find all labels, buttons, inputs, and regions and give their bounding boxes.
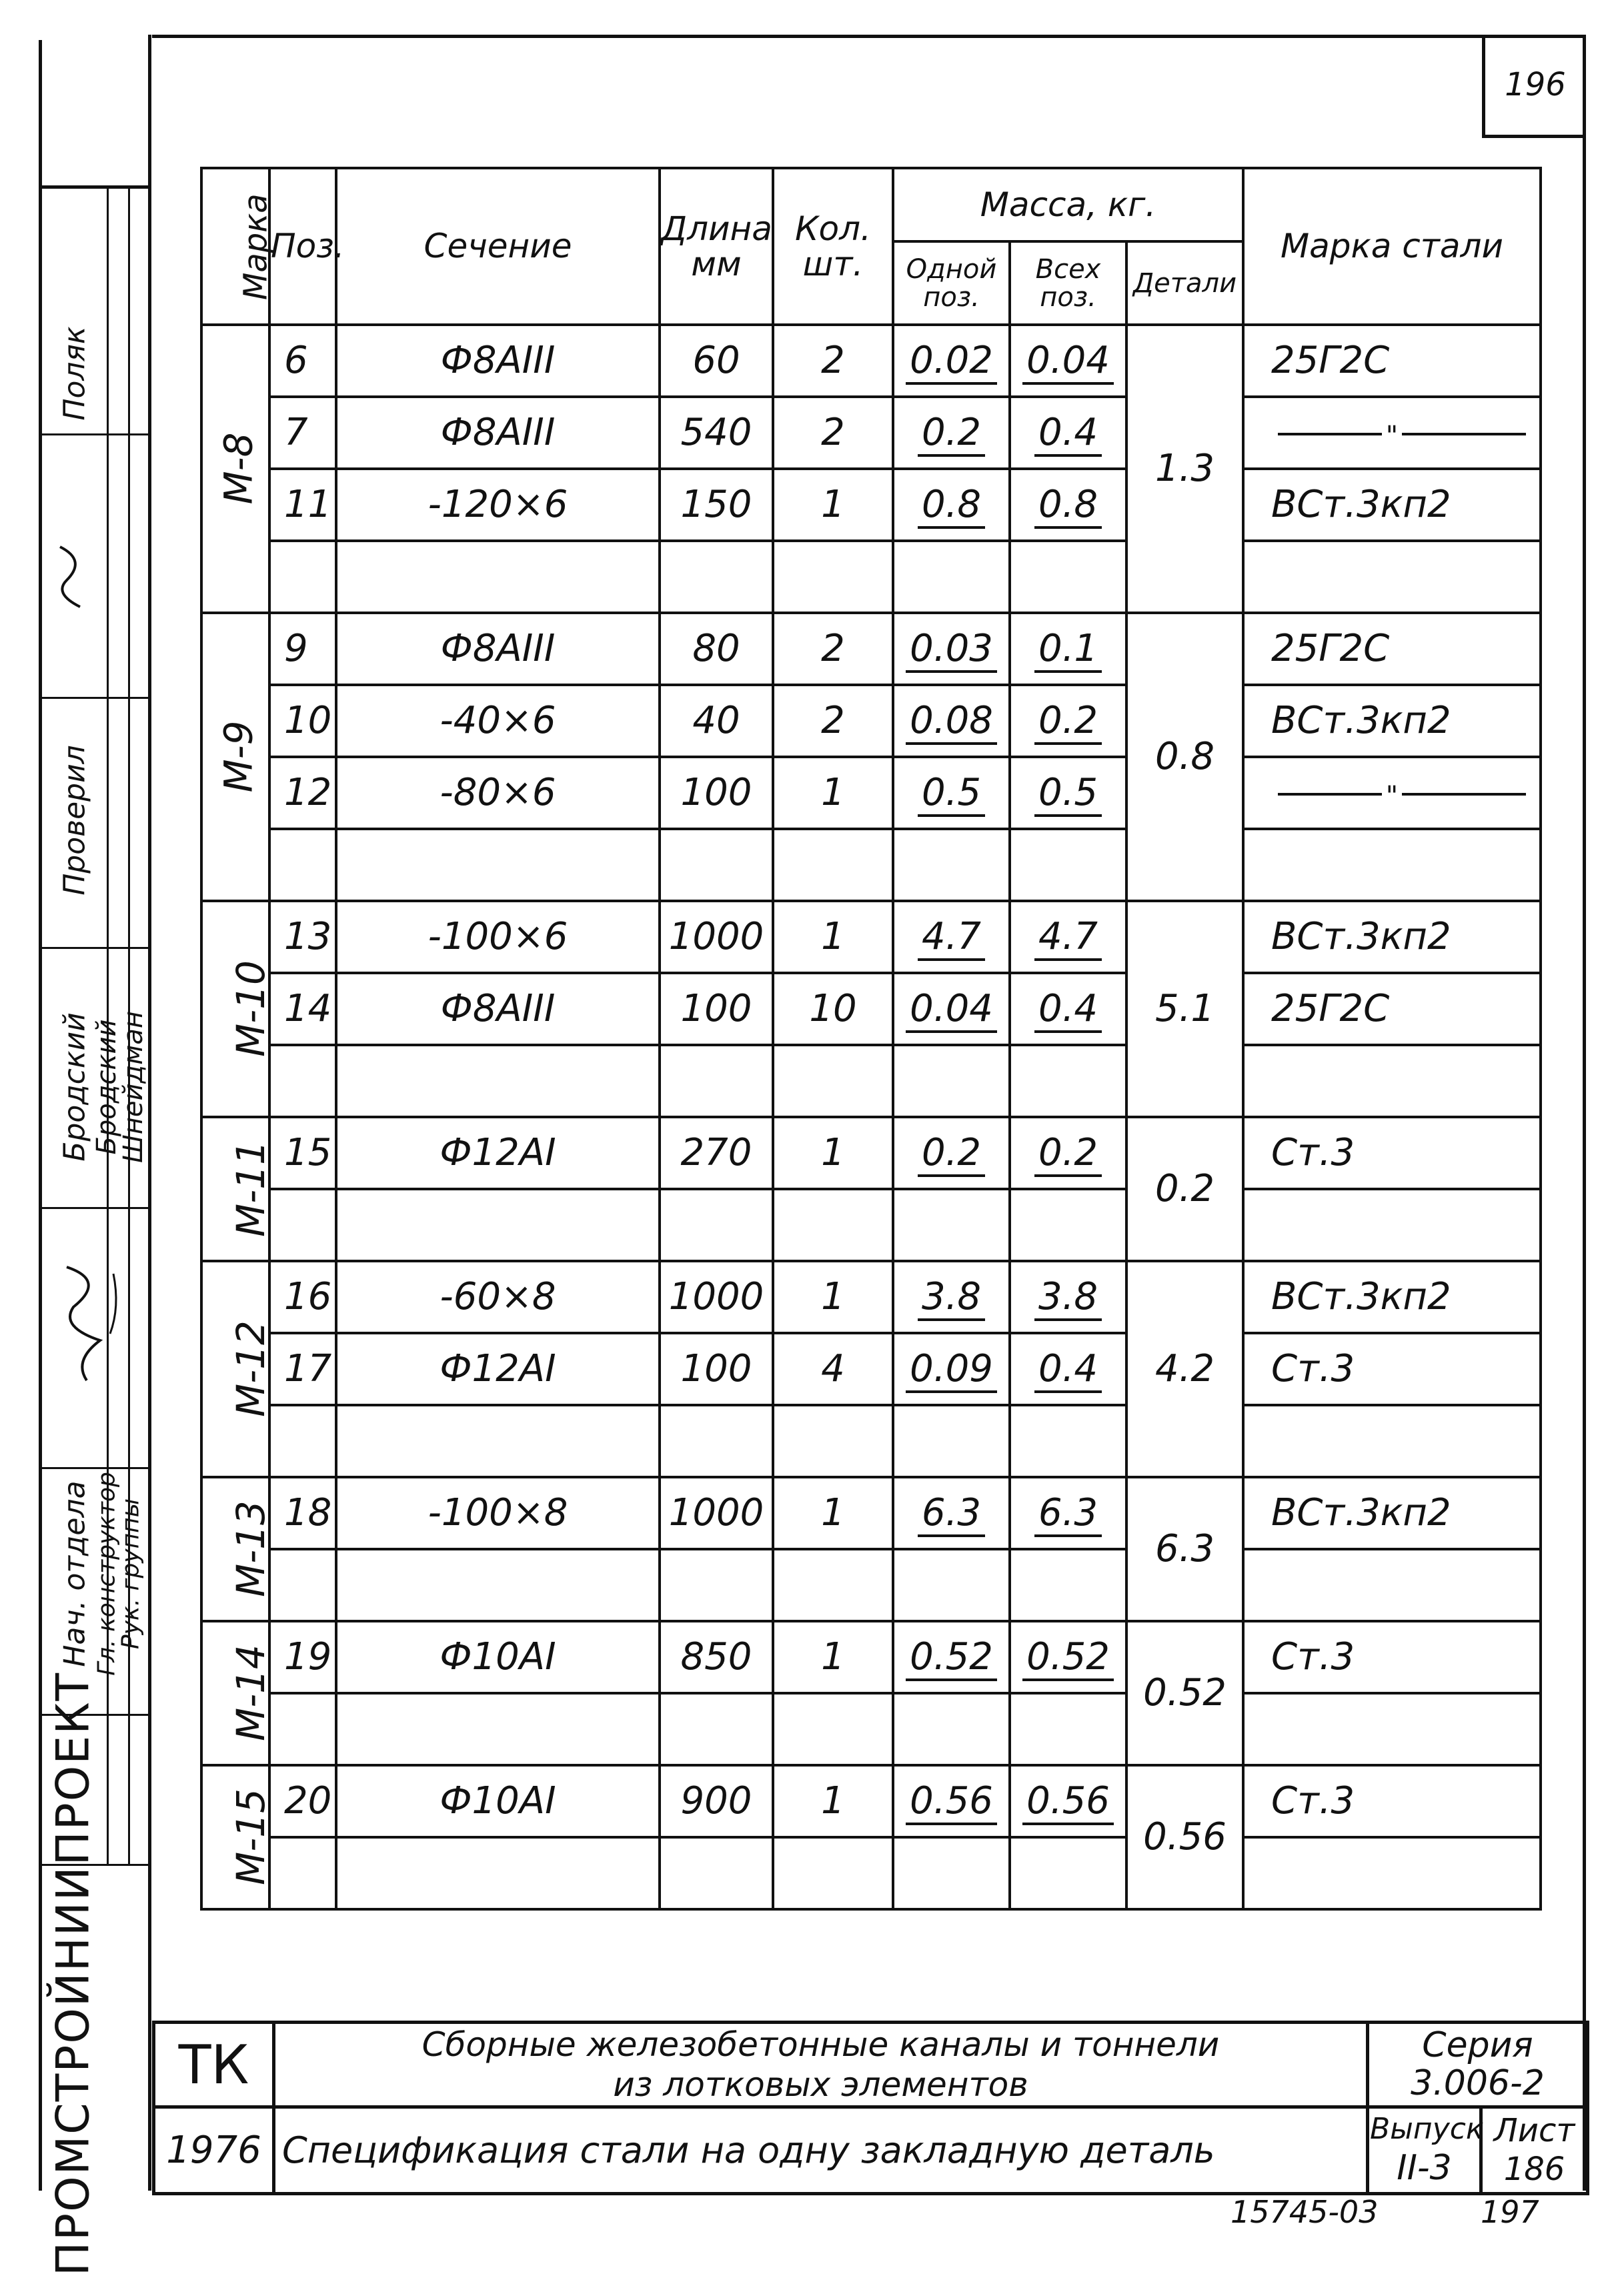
- cell-section: Ф8АIII: [336, 397, 660, 469]
- cell-length: 60: [660, 325, 773, 397]
- header-section: Сечение: [336, 168, 660, 325]
- cell-section: -100×8: [336, 1477, 660, 1549]
- cell-steel: ВСт.3кп2: [1243, 469, 1541, 541]
- cell-mass-all: [1010, 1837, 1126, 1909]
- cell-mark: [201, 1765, 273, 1909]
- cell-steel: ВСт.3кп2: [1243, 1477, 1541, 1549]
- cell-mass-detail: 0.56: [1126, 1765, 1243, 1909]
- cell-length: 1000: [660, 1477, 773, 1549]
- table-row: [201, 1333, 1541, 1405]
- title-line-1: Сборные железобетонные каналы и тоннели: [422, 2025, 1220, 2064]
- issue-value: II-3: [1397, 2147, 1452, 2188]
- cell-mass-all: 0.04: [1010, 325, 1126, 397]
- cell-mass-one: 0.52: [893, 1621, 1010, 1693]
- title-block-title: [274, 2023, 1368, 2107]
- strip-row-line-4: [39, 1207, 148, 1209]
- cell-section: Ф8АIII: [336, 973, 660, 1045]
- cell-mass-one: 4.7: [893, 901, 1010, 973]
- header-pos: Поз.: [269, 168, 336, 325]
- cell-steel: [1243, 397, 1541, 469]
- ditto-mark: ": [1382, 781, 1402, 812]
- cell-mass-all: 0.4: [1010, 1333, 1126, 1405]
- cell-section: Ф10АI: [336, 1621, 660, 1693]
- name-shneidman: Шнейдман: [118, 1010, 149, 1164]
- table-row: [201, 1693, 1541, 1765]
- cell-mass-detail: 0.52: [1126, 1621, 1243, 1765]
- page-number: 197: [1481, 2194, 1539, 2230]
- cell-pos: 15: [269, 1117, 336, 1189]
- cell-qty: [773, 1693, 893, 1765]
- cell-mass-detail: 4.2: [1126, 1261, 1243, 1477]
- cell-mass-detail: 0.8: [1126, 613, 1243, 901]
- table-row: [201, 613, 1541, 685]
- cell-length: 40: [660, 685, 773, 757]
- cell-mass-one: 3.8: [893, 1261, 1010, 1333]
- cell-qty: [773, 1837, 893, 1909]
- cell-mass-all: 0.2: [1010, 1117, 1126, 1189]
- cell-qty: [773, 829, 893, 901]
- cell-steel: [1243, 1189, 1541, 1261]
- cell-mass-one: 0.2: [893, 1117, 1010, 1189]
- cell-mass-one: 0.56: [893, 1765, 1010, 1837]
- cell-qty: 1: [773, 469, 893, 541]
- cell-length: 540: [660, 397, 773, 469]
- mark-label: М-15: [227, 1789, 273, 1885]
- cell-steel: ВСт.3кп2: [1243, 901, 1541, 973]
- cell-qty: 1: [773, 901, 893, 973]
- cell-mark: [201, 613, 269, 901]
- cell-qty: [773, 1045, 893, 1117]
- table-row: [201, 469, 1541, 541]
- header-length: Длина мм: [660, 168, 773, 325]
- role-head-of-department: Нач. отдела: [57, 1480, 92, 1667]
- cell-steel: 25Г2С: [1243, 325, 1541, 397]
- cell-pos: 12: [269, 757, 336, 829]
- cell-qty: [773, 1405, 893, 1477]
- strip-row-line-3: [39, 947, 148, 949]
- cell-steel: [1243, 1837, 1541, 1909]
- cell-mark: [201, 1477, 273, 1621]
- cell-steel: 25Г2С: [1243, 613, 1541, 685]
- role-polyak: Поляк: [57, 326, 92, 421]
- cell-mass-all: [1010, 1549, 1126, 1621]
- mark-label: М-11: [227, 1140, 273, 1237]
- ditto-mark: ": [1382, 421, 1402, 451]
- cell-steel: [1243, 1405, 1541, 1477]
- table-row: [201, 541, 1541, 613]
- cell-qty: 2: [773, 685, 893, 757]
- cell-pos: [269, 829, 336, 901]
- header-mark: Марка: [201, 168, 269, 325]
- cell-pos: 19: [269, 1621, 336, 1693]
- cell-mass-all: 0.52: [1010, 1621, 1126, 1693]
- cell-section: -40×6: [336, 685, 660, 757]
- mark-label: М-13: [227, 1500, 273, 1597]
- cell-mass-all: [1010, 1045, 1126, 1117]
- role-group-leader: Рук. группы: [117, 1498, 145, 1650]
- header-mass: Масса, кг.: [893, 168, 1243, 241]
- cell-section: Ф8АIII: [336, 325, 660, 397]
- cell-section: -100×6: [336, 901, 660, 973]
- name-brodsky-1: Бродский: [57, 1012, 92, 1162]
- mark-label: М-9: [215, 720, 261, 793]
- cell-mass-one: [893, 1405, 1010, 1477]
- cell-mass-one: [893, 1189, 1010, 1261]
- cell-mass-detail: 1.3: [1126, 325, 1243, 613]
- cell-length: 270: [660, 1117, 773, 1189]
- cell-mass-all: 0.5: [1010, 757, 1126, 829]
- mark-label: М-12: [227, 1320, 273, 1417]
- strip-row-line-1: [39, 433, 148, 435]
- header-mass-all: Всех поз.: [1010, 241, 1126, 325]
- cell-section: [336, 1405, 660, 1477]
- cell-qty: 2: [773, 325, 893, 397]
- cell-pos: [269, 1189, 336, 1261]
- cell-mass-one: [893, 541, 1010, 613]
- cell-steel: Ст.3: [1243, 1333, 1541, 1405]
- table-row: [201, 829, 1541, 901]
- signature-mark-1: [47, 533, 107, 627]
- cell-section: [336, 1693, 660, 1765]
- cell-length: [660, 1837, 773, 1909]
- cell-mass-one: 0.09: [893, 1333, 1010, 1405]
- cell-length: 100: [660, 1333, 773, 1405]
- table-row: [201, 1621, 1541, 1693]
- cell-length: 1000: [660, 901, 773, 973]
- cell-pos: 16: [269, 1261, 336, 1333]
- sheet-label: Лист: [1493, 2111, 1575, 2149]
- cell-steel: Ст.3: [1243, 1117, 1541, 1189]
- header-steel: Марка стали: [1243, 168, 1541, 325]
- title-block-year: 1976: [154, 2107, 274, 2194]
- cell-length: 1000: [660, 1261, 773, 1333]
- cell-pos: 7: [269, 397, 336, 469]
- cell-mass-all: 0.4: [1010, 973, 1126, 1045]
- cell-section: Ф12АI: [336, 1333, 660, 1405]
- cell-steel: [1243, 1693, 1541, 1765]
- table-row: [201, 901, 1541, 973]
- cell-length: 850: [660, 1621, 773, 1693]
- cell-qty: 1: [773, 1261, 893, 1333]
- cell-pos: 9: [269, 613, 336, 685]
- cell-qty: 1: [773, 1117, 893, 1189]
- cell-mass-all: 0.1: [1010, 613, 1126, 685]
- cell-section: Ф8АIII: [336, 613, 660, 685]
- cell-mass-one: 0.08: [893, 685, 1010, 757]
- title-block-subtitle: Спецификация стали на одну закладную деталь: [274, 2107, 1368, 2194]
- order-number: 15745-03: [1231, 2194, 1379, 2230]
- frame-right-line: [1583, 35, 1586, 2191]
- cell-mass-detail: 0.2: [1126, 1117, 1243, 1261]
- title-line-2: из лотковых элементов: [613, 2065, 1028, 2104]
- cell-section: Ф12АI: [336, 1117, 660, 1189]
- cell-mass-all: 0.8: [1010, 469, 1126, 541]
- strip-row-line-5: [39, 1467, 148, 1469]
- mark-label: М-8: [215, 432, 261, 505]
- cell-mass-all: 0.56: [1010, 1765, 1126, 1837]
- cell-mass-one: 0.04: [893, 973, 1010, 1045]
- signature-mark-2: [47, 1254, 140, 1387]
- cell-section: [336, 541, 660, 613]
- cell-mass-all: [1010, 829, 1126, 901]
- cell-mass-all: [1010, 541, 1126, 613]
- cell-section: [336, 1189, 660, 1261]
- table-row: [201, 973, 1541, 1045]
- cell-section: [336, 1045, 660, 1117]
- table-row: [201, 1837, 1541, 1909]
- cell-mass-detail: 5.1: [1126, 901, 1243, 1117]
- table-row: [201, 397, 1541, 469]
- cell-steel: ВСт.3кп2: [1243, 1261, 1541, 1333]
- cell-mass-all: 3.8: [1010, 1261, 1126, 1333]
- cell-qty: 4: [773, 1333, 893, 1405]
- cell-pos: [269, 1837, 336, 1909]
- header-mass-detail: Детали: [1126, 241, 1243, 325]
- cell-mark: [201, 1621, 273, 1765]
- table-row: [201, 1189, 1541, 1261]
- cell-length: 100: [660, 973, 773, 1045]
- cell-mark: [201, 901, 273, 1117]
- cell-mass-all: 6.3: [1010, 1477, 1126, 1549]
- cell-length: [660, 1549, 773, 1621]
- cell-qty: [773, 1189, 893, 1261]
- table-row: [201, 1477, 1541, 1549]
- cell-pos: 10: [269, 685, 336, 757]
- cell-qty: [773, 541, 893, 613]
- cell-mass-all: 0.2: [1010, 685, 1126, 757]
- title-block-code: ТК: [154, 2023, 274, 2107]
- cell-section: -80×6: [336, 757, 660, 829]
- cell-steel: Ст.3: [1243, 1765, 1541, 1837]
- name-brodsky-2: Бродский: [91, 1019, 122, 1155]
- cell-section: [336, 1549, 660, 1621]
- cell-qty: 1: [773, 1477, 893, 1549]
- cell-pos: 20: [269, 1765, 336, 1837]
- cell-steel: ВСт.3кп2: [1243, 685, 1541, 757]
- frame-top-line: [152, 35, 1586, 38]
- cell-pos: 13: [269, 901, 336, 973]
- cell-steel: Ст.3: [1243, 1621, 1541, 1693]
- cell-qty: 2: [773, 397, 893, 469]
- table-row: [201, 1549, 1541, 1621]
- cell-pos: [269, 1045, 336, 1117]
- cell-qty: [773, 1549, 893, 1621]
- cell-length: [660, 1045, 773, 1117]
- specification-table: [200, 167, 1539, 1885]
- table-row: [201, 1405, 1541, 1477]
- cell-mass-one: 0.02: [893, 325, 1010, 397]
- cell-qty: 1: [773, 1621, 893, 1693]
- cell-mass-one: [893, 829, 1010, 901]
- cell-section: -60×8: [336, 1261, 660, 1333]
- cell-pos: 18: [269, 1477, 336, 1549]
- cell-mass-all: [1010, 1189, 1126, 1261]
- table-row: [201, 1045, 1541, 1117]
- table-row: [201, 685, 1541, 757]
- cell-mass-detail: 6.3: [1126, 1477, 1243, 1621]
- cell-steel: [1243, 829, 1541, 901]
- cell-mass-one: [893, 1045, 1010, 1117]
- cell-length: 900: [660, 1765, 773, 1837]
- cell-pos: [269, 541, 336, 613]
- cell-length: 150: [660, 469, 773, 541]
- table-row: [201, 1261, 1541, 1333]
- cell-pos: 14: [269, 973, 336, 1045]
- cell-qty: 2: [773, 613, 893, 685]
- cell-steel: [1243, 1549, 1541, 1621]
- cell-section: [336, 1837, 660, 1909]
- role-chief-designer: Гл. конструктор: [93, 1472, 121, 1676]
- cell-steel: [1243, 541, 1541, 613]
- cell-qty: 1: [773, 1765, 893, 1837]
- sheet-value: 186: [1503, 2150, 1565, 2188]
- table-row: [201, 1765, 1541, 1837]
- cell-pos: [269, 1693, 336, 1765]
- title-block: [152, 2021, 1586, 2191]
- title-block-issue: [1368, 2107, 1484, 2194]
- cell-steel: 25Г2С: [1243, 973, 1541, 1045]
- issue-label: Выпуск: [1370, 2111, 1484, 2146]
- cell-pos: [269, 1549, 336, 1621]
- cell-mass-one: 6.3: [893, 1477, 1010, 1549]
- cell-section: Ф10АI: [336, 1765, 660, 1837]
- cell-section: -120×6: [336, 469, 660, 541]
- cell-steel: [1243, 1045, 1541, 1117]
- cell-length: 100: [660, 757, 773, 829]
- mark-label: М-10: [227, 960, 273, 1057]
- strip-row-line-2: [39, 697, 148, 699]
- cell-pos: 11: [269, 469, 336, 541]
- cell-mass-one: 0.2: [893, 397, 1010, 469]
- cell-mass-one: 0.03: [893, 613, 1010, 685]
- cell-mass-all: 4.7: [1010, 901, 1126, 973]
- cell-length: [660, 829, 773, 901]
- table-row: [201, 325, 1541, 397]
- cell-length: [660, 1405, 773, 1477]
- cell-qty: 1: [773, 757, 893, 829]
- cell-section: [336, 829, 660, 901]
- role-checked: Проверил: [57, 745, 92, 896]
- sheet-number: 196: [1482, 35, 1585, 138]
- mark-label: М-14: [227, 1644, 273, 1741]
- cell-pos: [269, 1405, 336, 1477]
- series-value: 3.006-2: [1411, 2063, 1545, 2103]
- cell-pos: 6: [269, 325, 336, 397]
- header-mass-one: Одной поз.: [893, 241, 1010, 325]
- cell-length: [660, 541, 773, 613]
- cell-length: 80: [660, 613, 773, 685]
- cell-mass-all: [1010, 1405, 1126, 1477]
- title-block-series: [1368, 2023, 1588, 2107]
- organization-name: ПРОМСТРОЙНИИПРОЕКТ: [47, 1671, 100, 2276]
- cell-mark: [201, 1117, 273, 1261]
- cell-mass-all: 0.4: [1010, 397, 1126, 469]
- cell-steel: [1243, 757, 1541, 829]
- cell-mass-one: 0.5: [893, 757, 1010, 829]
- cell-mark: [201, 325, 269, 613]
- cell-pos: 17: [269, 1333, 336, 1405]
- table-row: [201, 1117, 1541, 1189]
- cell-mass-one: [893, 1693, 1010, 1765]
- cell-length: [660, 1693, 773, 1765]
- table-row: [201, 757, 1541, 829]
- cell-mass-all: [1010, 1693, 1126, 1765]
- cell-mass-one: 0.8: [893, 469, 1010, 541]
- cell-mass-one: [893, 1837, 1010, 1909]
- cell-length: [660, 1189, 773, 1261]
- cell-qty: 10: [773, 973, 893, 1045]
- cell-mark: [201, 1261, 273, 1477]
- title-block-sheet: [1481, 2107, 1588, 2194]
- series-label: Серия: [1422, 2025, 1533, 2065]
- cell-mass-one: [893, 1549, 1010, 1621]
- header-qty: Кол. шт.: [773, 168, 893, 325]
